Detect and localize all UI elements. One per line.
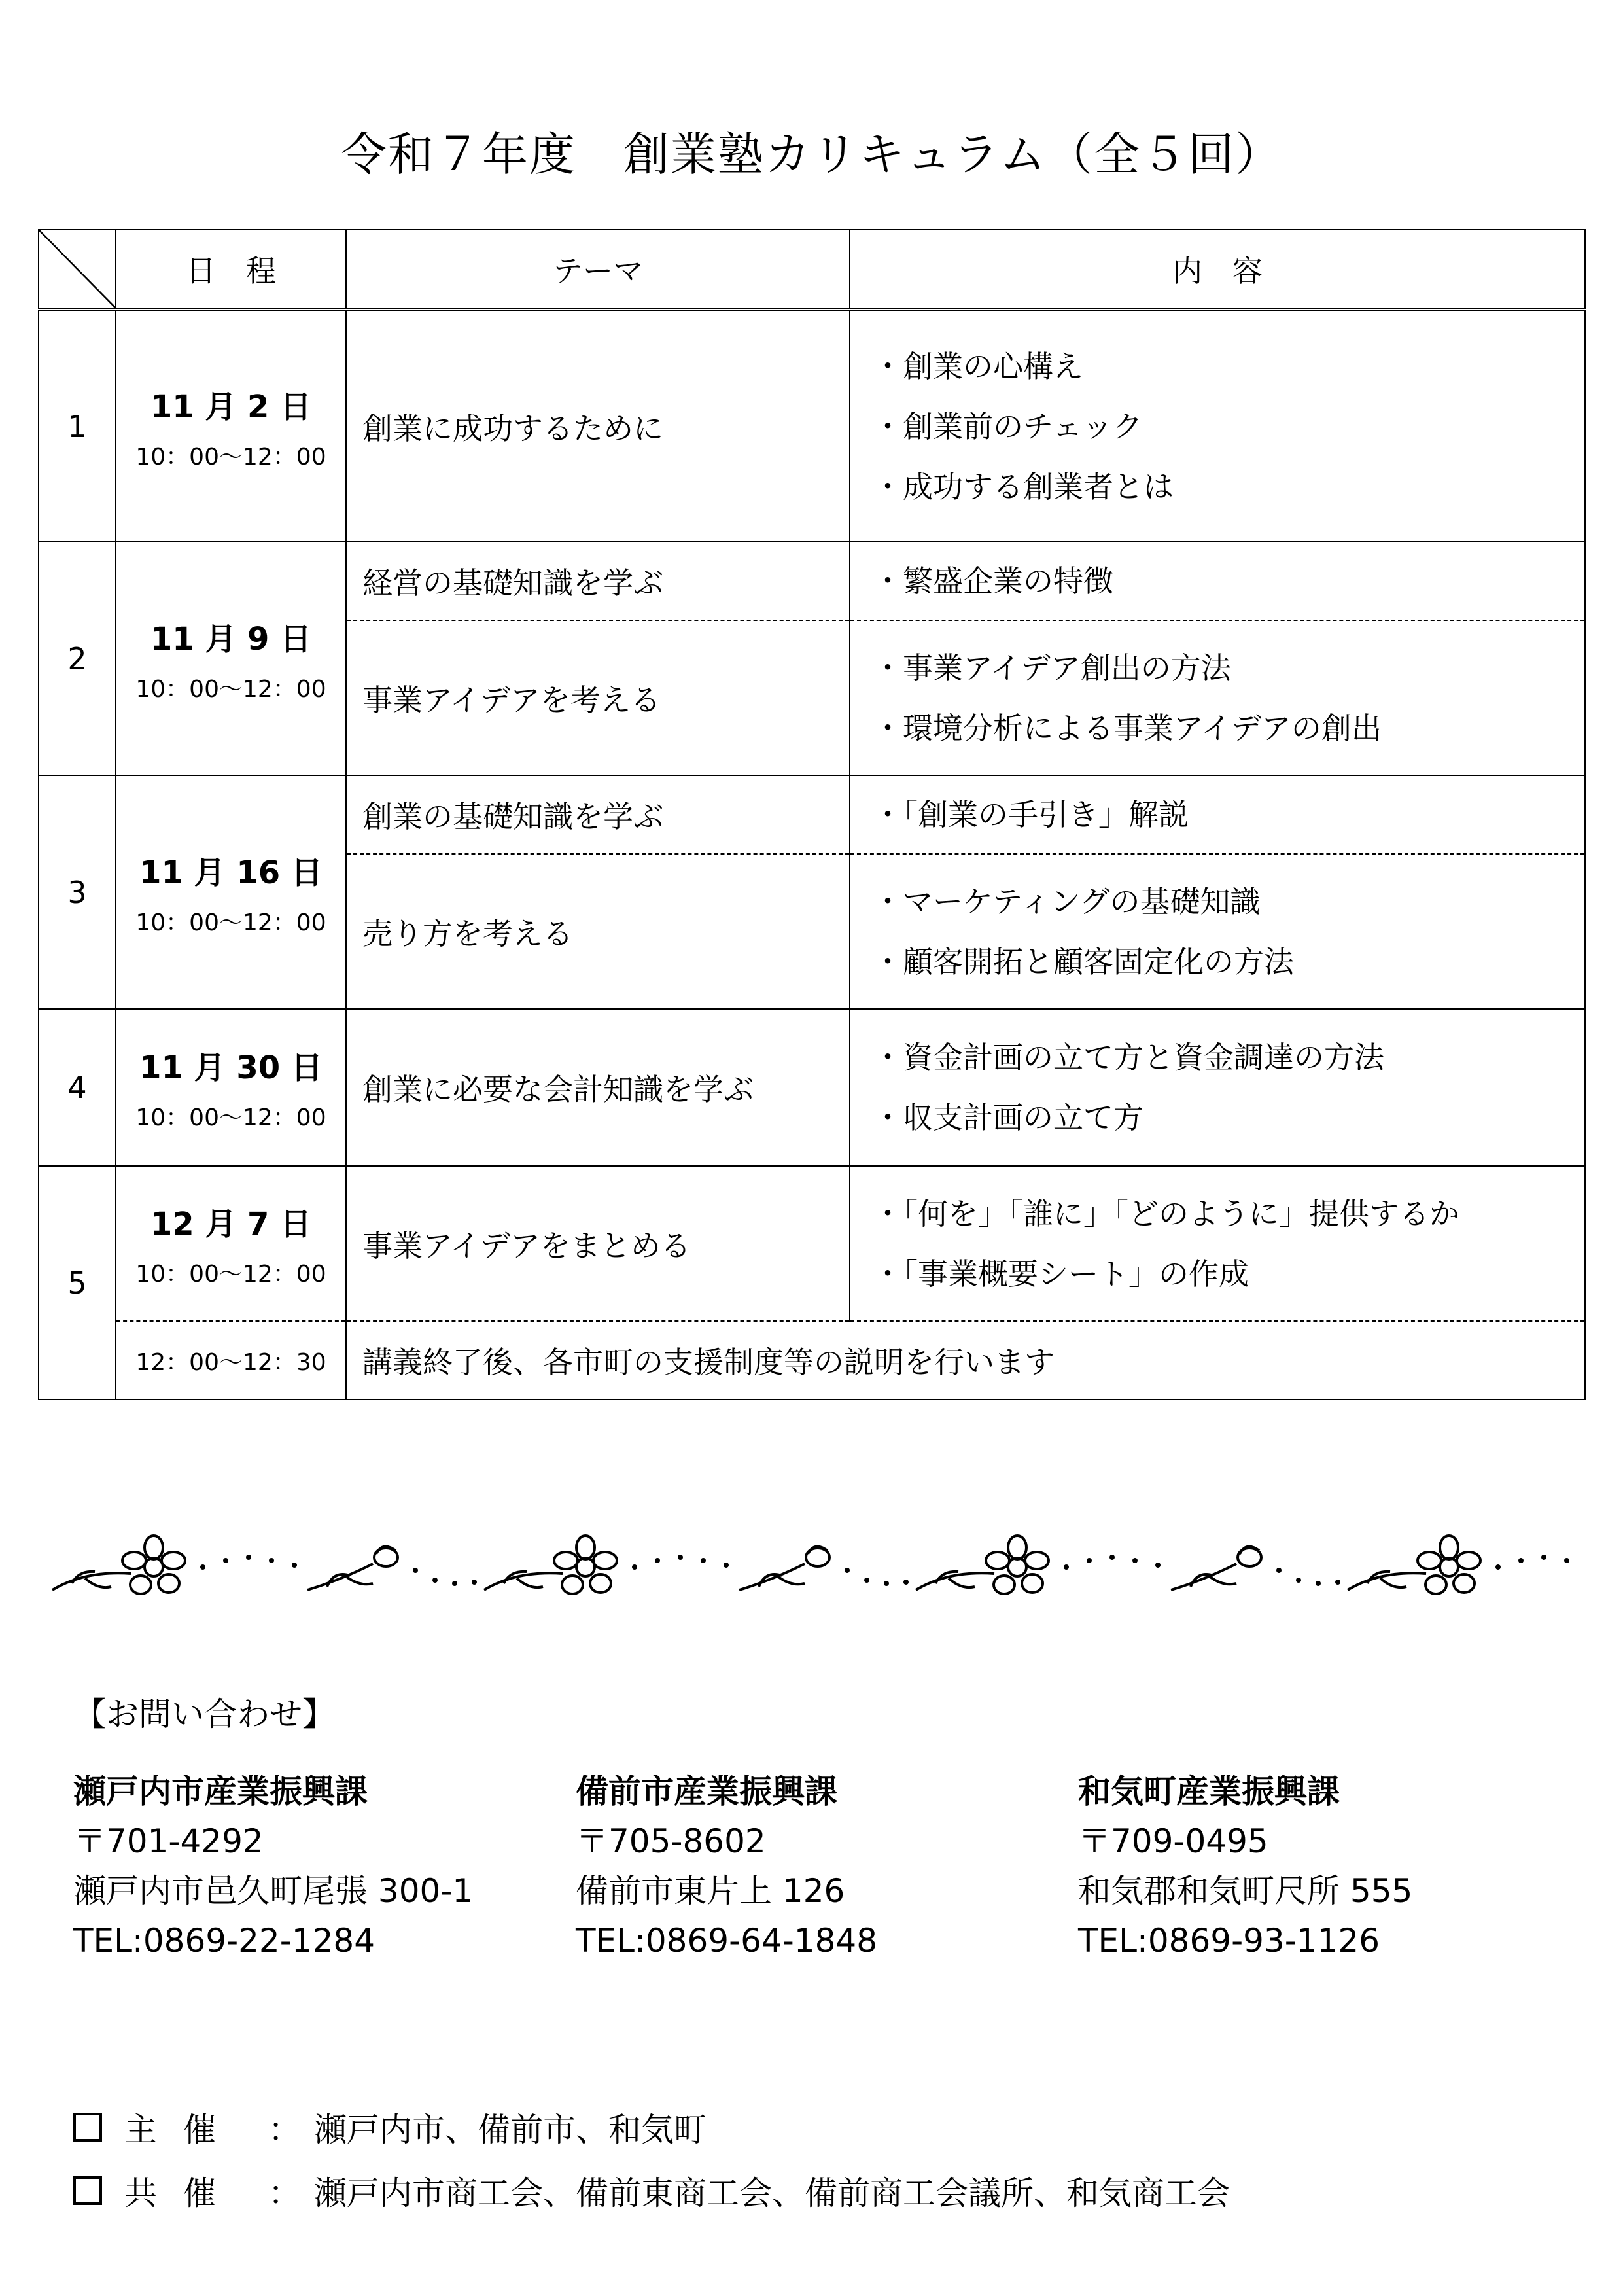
contact-office (576, 1767, 877, 1966)
cohost-label: 共催 (124, 2174, 242, 2212)
page-title: 令和７年度 創業塾カリキュラム（全５回） (340, 128, 1283, 181)
colon: ： (268, 2111, 301, 2149)
session-content (850, 309, 1585, 542)
session-date: 11 月 30 日 (139, 1050, 323, 1086)
content-item: ・事業アイデア創出の方法 (873, 650, 1231, 686)
session-number: 2 (39, 542, 116, 775)
session-date: 12 月 7 日 (150, 1205, 312, 1243)
session-theme: 経営の基礎知識を学ぶ (346, 542, 850, 620)
host-label: 主催 (124, 2111, 242, 2149)
office-tel: TEL:0869-93-1126 (1078, 1922, 1380, 1960)
office-name: 備前市産業振興課 (576, 1773, 837, 1810)
office-name: 瀬戸内市産業振興課 (73, 1773, 368, 1810)
checkbox-square-icon (73, 2113, 102, 2142)
content-item: ・「何を」「誰に」「どのように」提供するか (873, 1195, 1459, 1231)
session-content (850, 620, 1585, 775)
session-content (850, 775, 1585, 854)
contact-office (73, 1767, 473, 1966)
office-zip: 〒701-4292 (73, 1822, 264, 1860)
content-item: ・「事業概要シート」の作成 (873, 1256, 1249, 1292)
office-name: 和気町産業振興課 (1078, 1773, 1340, 1810)
table-row (39, 775, 1585, 854)
extra-time (116, 1321, 346, 1400)
table-row (39, 542, 1585, 620)
content-item: ・成功する創業者とは (873, 468, 1174, 504)
host-line (73, 2104, 707, 2151)
cohost-value: 瀬戸内市商工会、備前東商工会、備前商工会議所、和気商工会 (314, 2174, 1230, 2212)
table-row (39, 1321, 1585, 1400)
table-header-row (39, 230, 1585, 309)
content-item: ・マーケティングの基礎知識 (873, 883, 1261, 919)
session-content (850, 1009, 1585, 1166)
table-row (39, 309, 1585, 542)
session-date-cell (116, 309, 346, 542)
office-address: 備前市東片上 126 (576, 1872, 845, 1910)
contact-office (1078, 1767, 1412, 1966)
session-theme: 売り方を考える (346, 854, 850, 1009)
contact-heading: 【お問い合わせ】 (73, 1695, 335, 1733)
content-item: ・資金計画の立て方と資金調達の方法 (873, 1040, 1384, 1075)
office-tel: TEL:0869-22-1284 (73, 1922, 375, 1960)
session-date: 11 月 2 日 (150, 388, 312, 425)
session-theme: 創業の基礎知識を学ぶ (346, 775, 850, 854)
office-zip: 〒705-8602 (576, 1822, 766, 1860)
flower-border-decoration (46, 1525, 1577, 1610)
content-item: ・創業の心構え (873, 348, 1083, 384)
session-time: 10：00～12：00 (135, 675, 326, 703)
corner-diagonal-cell (39, 230, 116, 309)
session-time: 10：00～12：00 (135, 1260, 326, 1288)
session-theme: 事業アイデアをまとめる (346, 1166, 850, 1321)
session-time: 10：00～12：00 (135, 443, 326, 470)
session-content (850, 1166, 1585, 1321)
content-item: ・顧客開拓と顧客固定化の方法 (873, 944, 1294, 980)
office-tel: TEL:0869-64-1848 (576, 1922, 878, 1960)
colon: ： (268, 2174, 301, 2212)
session-date-cell (116, 1166, 346, 1321)
session-theme: 事業アイデアを考える (346, 620, 850, 775)
table-row (39, 1166, 1585, 1321)
content-item: ・繁盛企業の特徴 (873, 563, 1113, 599)
session-number: 5 (39, 1166, 116, 1400)
session-date-cell (116, 1009, 346, 1166)
header-date: 日 程 (116, 230, 346, 309)
content-item: ・創業前のチェック (873, 408, 1143, 444)
session-date-cell (116, 542, 346, 775)
content-item: ・環境分析による事業アイデアの創出 (873, 710, 1382, 746)
table-row (39, 1009, 1585, 1166)
cohost-line (73, 2167, 1230, 2214)
content-item: ・収支計画の立て方 (873, 1100, 1143, 1135)
session-number: 4 (39, 1009, 116, 1166)
session-number: 1 (39, 309, 116, 542)
session-date-cell (116, 775, 346, 1009)
content-item: ・「創業の手引き」解説 (873, 797, 1189, 832)
office-address: 瀬戸内市邑久町尾張 300-1 (73, 1872, 474, 1910)
extra-description: 講義終了後、各市町の支援制度等の説明を行います (346, 1321, 1585, 1400)
session-time: 10：00～12：00 (135, 1104, 326, 1131)
header-theme: テーマ (346, 230, 850, 309)
session-date: 11 月 16 日 (139, 854, 323, 891)
session-theme: 創業に必要な会計知識を学ぶ (346, 1009, 850, 1166)
host-value: 瀬戸内市、備前市、和気町 (314, 2111, 707, 2149)
header-content: 内 容 (850, 230, 1585, 309)
session-number: 3 (39, 775, 116, 1009)
session-content (850, 854, 1585, 1009)
session-theme: 創業に成功するために (346, 309, 850, 542)
office-zip: 〒709-0495 (1078, 1822, 1268, 1860)
session-time: 12：00～12：30 (135, 1349, 326, 1376)
checkbox-square-icon (73, 2176, 102, 2205)
session-date: 11 月 9 日 (150, 620, 312, 658)
curriculum-table (38, 229, 1586, 1400)
office-address: 和気郡和気町尺所 555 (1078, 1872, 1413, 1910)
session-content (850, 542, 1585, 620)
session-time: 10：00～12：00 (135, 909, 326, 936)
